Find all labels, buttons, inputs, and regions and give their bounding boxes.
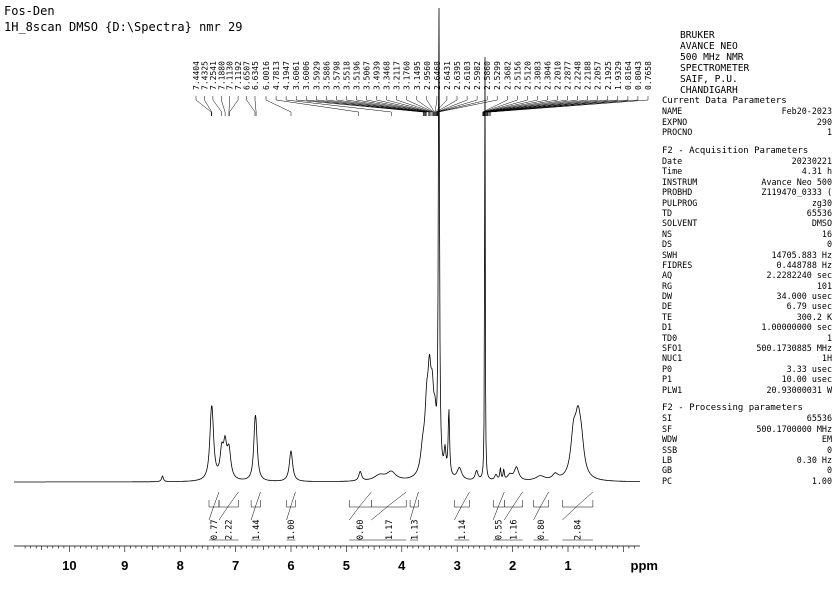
parameter-key: GB <box>662 465 673 476</box>
peak-label: 3.5196 <box>352 61 362 90</box>
parameter-value: 2.2282240 sec <box>766 270 832 281</box>
integral-curve <box>251 492 260 520</box>
parameter-value: Avance Neo 500 <box>761 176 832 187</box>
instrument-line: SAIF, P.U. <box>680 74 738 85</box>
peak-label: 0.7658 <box>644 61 653 90</box>
parameter-key: FIDRES <box>662 259 693 270</box>
parameter-value: 290 <box>816 116 832 127</box>
parameter-row <box>662 166 832 176</box>
section-title: Current Data Parameters <box>662 96 787 106</box>
parameter-row <box>662 312 832 322</box>
parameter-key: SF <box>662 423 673 434</box>
integral-value: 1.14 <box>457 519 468 540</box>
parameter-value: 500.1730885 MHz <box>756 343 832 354</box>
parameter-value: 3.33 usec <box>786 363 832 374</box>
parameter-value: 0 <box>826 239 832 250</box>
instrument-line: AVANCE NEO <box>680 41 738 52</box>
parameter-row <box>662 239 832 249</box>
parameter-key: LB <box>662 454 673 465</box>
peak-label: 3.6061 <box>292 61 302 90</box>
integral-value: 1.17 <box>384 519 395 540</box>
parameter-key: DE <box>662 301 673 312</box>
parameter-row <box>662 291 832 301</box>
peak-label: 2.2877 <box>563 61 573 90</box>
parameter-key: NS <box>662 228 673 239</box>
parameter-key: WDW <box>662 434 678 445</box>
parameter-key: PULPROG <box>662 197 698 208</box>
section-title: F2 - Processing parameters <box>662 402 803 413</box>
peak-label: 2.1925 <box>603 61 613 90</box>
parameter-key: TD <box>662 207 673 218</box>
peak-label: 2.3046 <box>543 61 553 90</box>
instrument-line: BRUKER <box>680 30 715 41</box>
parameter-row <box>662 434 832 444</box>
parameter-key: PLW1 <box>662 384 683 395</box>
parameter-key: INSTRUM <box>662 176 698 187</box>
parameter-row <box>662 208 832 218</box>
parameter-key: PROCNO <box>662 127 693 138</box>
parameter-key: AQ <box>662 270 673 281</box>
parameter-row <box>662 127 832 137</box>
integral-curve <box>504 492 522 520</box>
peak-label: 3.1495 <box>412 61 422 90</box>
parameter-value: 16 <box>821 228 832 239</box>
parameter-key: P1 <box>662 374 673 385</box>
parameter-value: 65536 <box>806 413 832 424</box>
integral-value: 0.80 <box>537 519 548 540</box>
peak-label-leader <box>247 96 255 116</box>
parameter-row <box>662 413 832 423</box>
parameter-value: 1.00000000 sec <box>761 322 832 333</box>
parameter-row <box>662 260 832 270</box>
parameter-row <box>662 465 832 475</box>
parameter-value: 0.30 Hz <box>796 454 832 465</box>
peak-label-leader <box>438 96 487 116</box>
peak-label: 3.6006 <box>302 61 312 90</box>
peak-label-leader <box>377 96 430 116</box>
parameter-value: 1 <box>826 332 832 343</box>
parameter-value: 20230221 <box>791 155 832 166</box>
integral-curve <box>493 492 504 520</box>
peak-label: 7.1130 <box>225 61 235 90</box>
parameter-row <box>662 177 832 187</box>
parameter-row <box>662 364 832 374</box>
peak-label: 3.4939 <box>372 61 382 90</box>
parameter-key: EXPNO <box>662 116 688 127</box>
parameter-row <box>662 353 832 363</box>
parameter-value: 500.1700000 MHz <box>756 423 832 434</box>
processing-parameters <box>662 403 832 486</box>
parameter-row <box>662 322 832 332</box>
integral-bracket <box>371 500 406 507</box>
parameter-key: RG <box>662 280 673 291</box>
parameter-row <box>662 343 832 353</box>
parameter-key: SFO1 <box>662 343 683 354</box>
peak-label: 2.3083 <box>533 61 543 90</box>
peak-label-leader <box>484 96 537 116</box>
peak-label-leader <box>488 96 628 116</box>
x-tick-label: 5 <box>342 558 351 573</box>
peak-label: 0.8043 <box>633 61 643 90</box>
peak-label: 2.6395 <box>453 61 462 90</box>
parameter-value: 20.93000031 W <box>766 384 832 395</box>
peak-label: 2.2188 <box>583 61 593 90</box>
peak-label: 3.2117 <box>392 61 402 90</box>
integral-curve <box>534 492 549 520</box>
parameter-key: Time <box>662 166 683 177</box>
parameter-key: SSB <box>662 444 678 455</box>
parameter-panel <box>662 30 832 486</box>
acquisition-parameters <box>662 146 832 395</box>
peak-label: 2.2010 <box>553 61 563 90</box>
parameter-value: 10.00 usec <box>781 374 832 385</box>
peak-label-leader <box>213 96 222 116</box>
integral-bracket <box>349 500 371 507</box>
parameter-value: 1H <box>821 353 832 364</box>
parameter-value: Feb20-2023 <box>781 106 832 117</box>
peak-label: 2.5120 <box>523 61 533 90</box>
integral-value: 0.77 <box>210 519 220 540</box>
parameter-value: EM <box>821 434 832 445</box>
x-tick-label: 2 <box>508 558 517 573</box>
peak-label: 2.2248 <box>573 61 583 90</box>
current-data-parameters <box>662 96 832 138</box>
parameter-row <box>662 476 832 486</box>
parameter-row <box>662 455 832 465</box>
integral-curve <box>562 492 593 520</box>
peak-label-leader <box>230 96 239 116</box>
parameter-key: PC <box>662 475 673 486</box>
x-axis <box>14 546 658 573</box>
peak-label: 2.2057 <box>593 61 603 90</box>
integral-value: 1.13 <box>410 519 421 540</box>
integral-group <box>209 492 593 540</box>
parameter-row <box>662 198 832 208</box>
parameter-value: 101 <box>816 280 832 291</box>
peak-label: 7.1880 <box>217 61 227 90</box>
parameter-value: 65536 <box>806 207 832 218</box>
peak-label: 3.5798 <box>332 61 342 90</box>
parameter-key: Date <box>662 155 683 166</box>
parameter-value: 0 <box>826 465 832 476</box>
parameter-row <box>662 270 832 280</box>
parameter-row <box>662 445 832 455</box>
x-tick-label: 1 <box>564 558 572 573</box>
parameter-key: NAME <box>662 106 683 117</box>
spectrum-subtitle: 1H_8scan DMSO {D:\Spectra} nmr 29 <box>4 20 243 34</box>
peak-label-leader <box>490 96 648 116</box>
x-tick-label: 3 <box>453 558 461 573</box>
integral-value: 1.00 <box>287 519 297 540</box>
parameter-row <box>662 117 832 127</box>
peak-label: 7.1192 <box>234 61 244 90</box>
parameter-value: 4.31 h <box>801 166 832 177</box>
parameter-row <box>662 301 832 311</box>
integral-value: 0.55 <box>494 519 505 540</box>
x-tick-label: 6 <box>287 558 295 573</box>
parameter-row <box>662 229 832 239</box>
peak-label: 2.5299 <box>493 61 503 90</box>
instrument-info <box>662 30 832 96</box>
peak-label-leader <box>336 96 425 116</box>
parameter-value: Z119470_0333 ( <box>761 187 832 198</box>
parameter-row <box>662 385 832 395</box>
x-tick-label: 9 <box>121 558 129 573</box>
parameter-key: TD0 <box>662 332 678 343</box>
integral-bracket <box>219 500 238 507</box>
peak-label: 3.5518 <box>342 61 352 90</box>
peak-label: 2.6431 <box>442 61 452 90</box>
x-tick-label: 8 <box>176 558 184 573</box>
peak-label: 3.3468 <box>382 61 392 90</box>
peak-label: 1.9329 <box>613 61 623 90</box>
peak-label: 2.5156 <box>513 61 523 90</box>
spectrum-title: Fos-Den <box>4 4 55 18</box>
peak-label: 2.3682 <box>503 61 513 90</box>
instrument-line: 500 MHz NMR <box>680 52 744 63</box>
peak-label: 4.7813 <box>272 61 282 90</box>
peak-label: 2.6103 <box>463 61 473 90</box>
parameter-value: 6.79 usec <box>786 301 832 312</box>
parameter-value: 0.448788 Hz <box>776 259 832 270</box>
parameter-row <box>662 218 832 228</box>
parameter-row <box>662 281 832 291</box>
parameter-value: DMSO <box>811 218 832 229</box>
x-axis-label: ppm <box>630 558 658 573</box>
peak-label-group <box>192 61 653 116</box>
parameter-key: PROBHD <box>662 187 693 198</box>
peak-label: 7.2541 <box>208 61 218 90</box>
peak-label: 6.6507 <box>242 61 252 90</box>
parameter-value: 34.000 usec <box>776 291 832 302</box>
parameter-value: zg30 <box>811 197 832 208</box>
peak-label-leader <box>266 96 291 116</box>
x-tick-label: 4 <box>398 558 406 573</box>
peak-label-leader <box>196 96 211 116</box>
parameter-row <box>662 374 832 384</box>
parameter-row <box>662 156 832 166</box>
parameter-value: 14705.883 Hz <box>771 249 832 260</box>
integral-value: 0.60 <box>356 519 367 540</box>
parameter-value: 1 <box>826 127 832 138</box>
peak-label: 6.0016 <box>262 61 271 90</box>
parameter-row <box>662 250 832 260</box>
peak-label-leader <box>326 96 425 116</box>
peak-label: 0.8164 <box>623 61 633 90</box>
integral-curve <box>287 492 296 520</box>
integral-value: 1.44 <box>251 519 262 540</box>
peak-label: 2.5982 <box>473 61 483 90</box>
instrument-line: SPECTROMETER <box>680 63 750 74</box>
parameter-key: DW <box>662 291 673 302</box>
peak-label: 2.9560 <box>422 61 432 90</box>
parameter-key: D1 <box>662 322 673 333</box>
peak-label: 3.5886 <box>322 61 332 90</box>
peak-label: 3.5067 <box>362 61 372 90</box>
peak-label: 3.5929 <box>312 61 322 90</box>
instrument-line: CHANDIGARH <box>680 85 738 96</box>
peak-label: 7.4404 <box>192 61 201 90</box>
integral-curve <box>209 492 219 520</box>
parameter-key: SI <box>662 413 673 424</box>
peak-label: 3.1760 <box>402 61 412 90</box>
peak-label-leader <box>306 96 424 116</box>
integral-curve <box>410 492 418 520</box>
integral-bracket <box>562 500 593 507</box>
section-title: F2 - Acquisition Parameters <box>662 145 809 156</box>
parameter-key: P0 <box>662 363 673 374</box>
parameter-value: 0 <box>826 444 832 455</box>
peak-label: 4.1947 <box>282 61 292 90</box>
integral-bracket <box>504 500 522 507</box>
peak-label-leader <box>204 96 211 116</box>
x-tick-label: 7 <box>231 558 240 573</box>
parameter-value: 1.00 <box>811 475 832 486</box>
parameter-key: SOLVENT <box>662 218 698 229</box>
integral-value: 2.22 <box>224 519 235 540</box>
parameter-key: SWH <box>662 249 678 260</box>
peak-label: 7.4325 <box>200 61 210 90</box>
parameter-row <box>662 424 832 434</box>
parameter-row <box>662 106 832 116</box>
integral-curve <box>454 492 469 520</box>
peak-label-leader <box>487 96 598 116</box>
parameter-row <box>662 187 832 197</box>
integral-curve <box>219 492 238 520</box>
x-tick-label: 10 <box>62 558 77 573</box>
parameter-row <box>662 333 832 343</box>
parameter-key: TE <box>662 311 673 322</box>
parameter-key: DS <box>662 239 673 250</box>
integral-value: 2.84 <box>573 519 584 540</box>
peak-label: 2.5860 <box>483 61 493 90</box>
integral-value: 1.16 <box>509 519 520 540</box>
peak-label: 6.6345 <box>251 61 260 90</box>
parameter-key: NUC1 <box>662 353 683 364</box>
parameter-value: 300.2 K <box>796 311 832 322</box>
integral-curve <box>349 492 371 520</box>
peak-label: 2.6468 <box>432 61 442 90</box>
integral-curve <box>371 492 406 520</box>
